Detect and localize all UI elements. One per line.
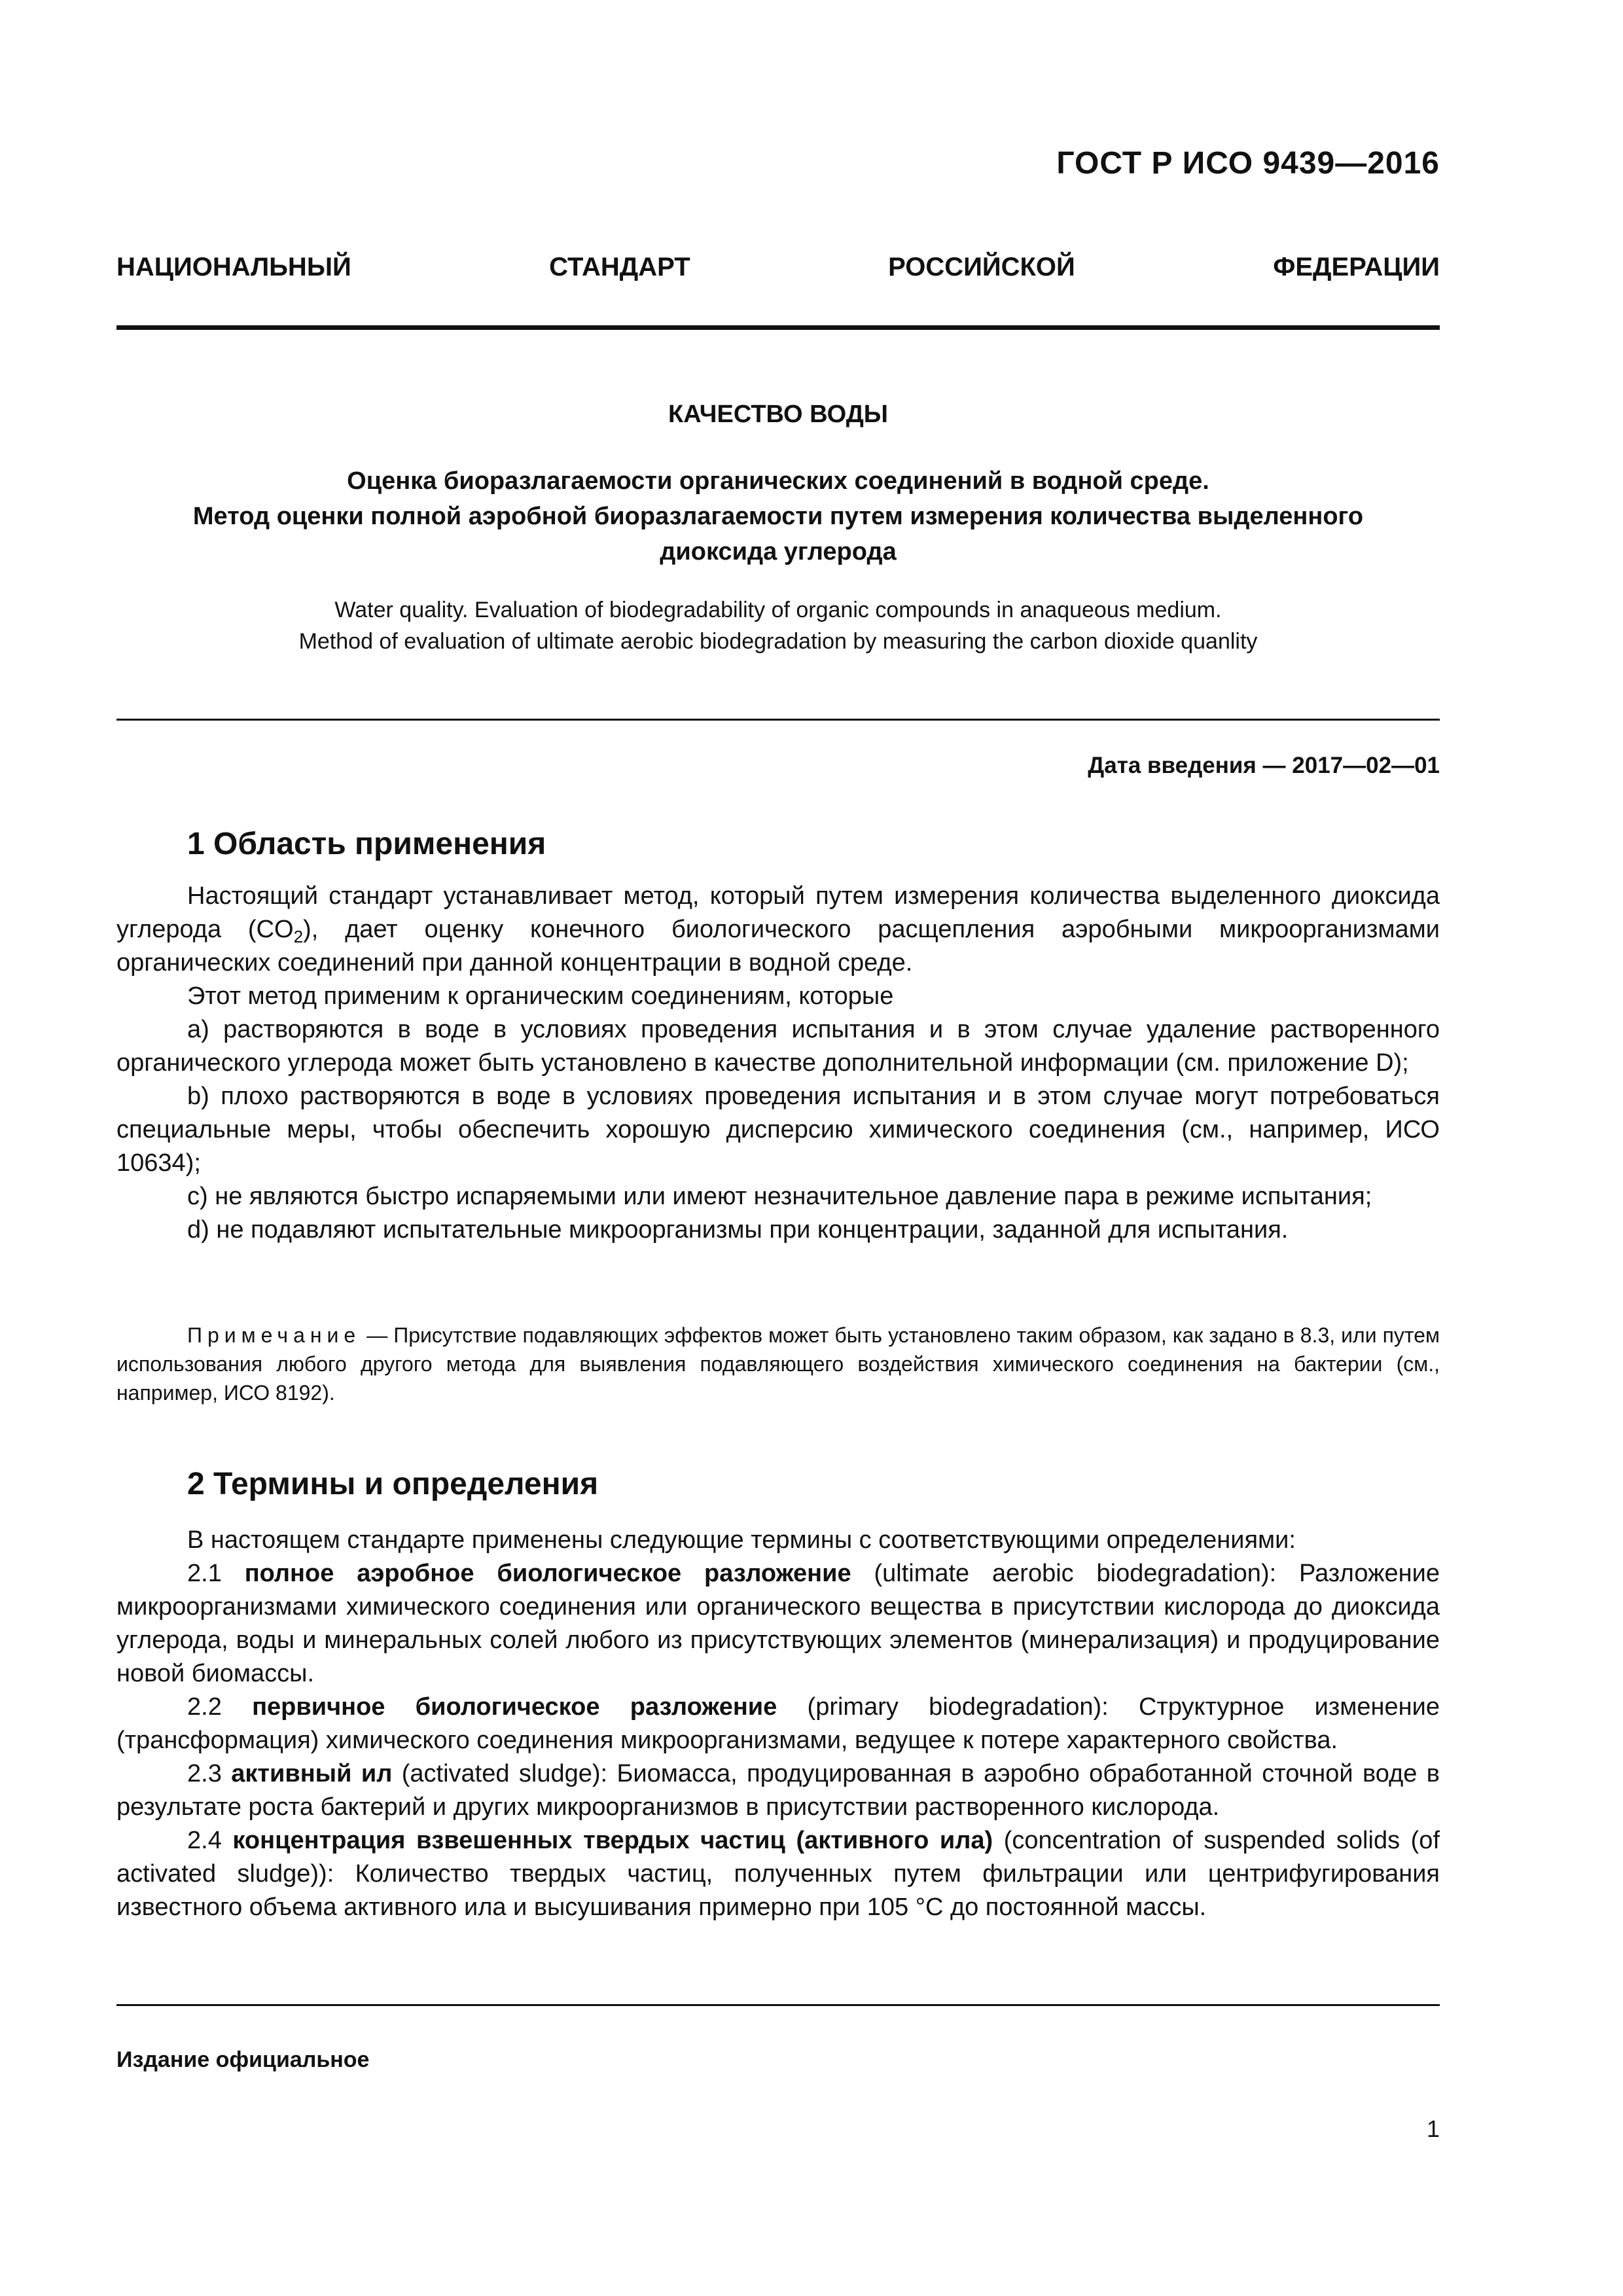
footer-divider bbox=[116, 2004, 1440, 2006]
banner-word: НАЦИОНАЛЬНЫЙ bbox=[116, 253, 351, 281]
document-code: ГОСТ Р ИСО 9439—2016 bbox=[1056, 146, 1440, 181]
official-edition-label: Издание официальное bbox=[116, 2047, 370, 2072]
list-item: a) растворяются в воде в условиях проведения испытания и в этом случае удаление растворенного органического углерода может быть установлено в качестве дополнительной информации (см. приложение D); bbox=[116, 1016, 1440, 1077]
term-definition: 2.3 активный ил (activated sludge): Биомасса, продуцированная в аэробно обработанной сточной воде в результате роста бактерий и других микроорганизмов в присутствии растворенного кислорода. bbox=[116, 1760, 1440, 1821]
document-title: КАЧЕСТВО ВОДЫ bbox=[668, 401, 888, 428]
note-label: Примечание bbox=[187, 1323, 361, 1347]
english-title-line: Water quality. Evaluation of biodegradability of organic compounds in anaqueous medium. bbox=[334, 598, 1222, 622]
section-heading-scope: 1 Область применения bbox=[187, 827, 546, 861]
document-subtitle bbox=[116, 463, 1440, 569]
title-divider bbox=[116, 719, 1440, 721]
english-title bbox=[116, 594, 1440, 657]
subtitle-line: Оценка биоразлагаемости органических соединений в водной среде. bbox=[347, 467, 1209, 495]
page-number: 1 bbox=[1426, 2115, 1440, 2142]
subtitle-line: Метод оценки полной аэробной биоразлагаемости путем измерения количества выделенного bbox=[192, 503, 1364, 530]
term-definition: 2.4 концентрация взвешенных твердых частиц (активного ила) (concentration of suspended solids (of activated sludge)): Количество твердых частиц, полученных путем фильтрации или центрифугирования известного объема активного ила и высушивания примерно при 105 °С до постоянной массы. bbox=[116, 1827, 1440, 1921]
note bbox=[116, 1321, 1440, 1407]
national-standard-banner bbox=[116, 253, 1440, 282]
header-divider bbox=[116, 325, 1440, 330]
section-heading-terms: 2 Термины и определения bbox=[187, 1467, 599, 1501]
english-title-line: Method of evaluation of ultimate aerobic biodegradation by measuring the carbon dioxide quanlity bbox=[298, 629, 1258, 654]
banner-word: СТАНДАРТ bbox=[549, 253, 690, 281]
list-item: c) не являются быстро испаряемыми или имеют незначительное давление пара в режиме испытания; bbox=[187, 1183, 1372, 1210]
subtitle-line: диоксида углерода bbox=[660, 538, 897, 565]
term-definition: 2.2 первичное биологическое разложение (primary biodegradation): Структурное изменение (трансформация) химического соединения микроорганизмами, ведущее к потере характерного свойства. bbox=[116, 1693, 1440, 1754]
introduction-date: Дата введения — 2017—02—01 bbox=[1088, 753, 1440, 778]
paragraph: Настоящий стандарт устанавливает метод, который путем измерения количества выделенного диоксида углерода $(CO_2)$, дает оценку конечного биологического расщепления аэробными микроорганизмами органических соединений при данной концентрации в водной среде. bbox=[116, 882, 1440, 977]
note-text: — Присутствие подавляющих эффектов может быть установлено таким образом, как задано в 8.3, или путем использования любого другого метода для выявления подавляющего воздействия химического соединения на бактерии (см., например, ИСО 8192). bbox=[116, 1323, 1440, 1405]
paragraph: Этот метод применим к органическим соединениям, которые bbox=[187, 982, 894, 1010]
list-item: b) плохо растворяются в воде в условиях проведения испытания и в этом случае могут потребоваться специальные меры, чтобы обеспечить хорошую дисперсию химического соединения (см., например, ИСО 10634); bbox=[116, 1083, 1440, 1177]
banner-word: ФЕДЕРАЦИИ bbox=[1273, 253, 1440, 281]
banner-word: РОССИЙСКОЙ bbox=[888, 253, 1075, 281]
paragraph: В настоящем стандарте применены следующие термины с соответствующими определениями: bbox=[187, 1526, 1296, 1554]
section-terms-body bbox=[116, 1524, 1440, 1924]
list-item: d) не подавляют испытательные микроорганизмы при концентрации, заданной для испытания. bbox=[187, 1216, 1289, 1244]
term-definition: 2.1 полное аэробное биологическое разложение (ultimate aerobic biodegradation): Разложение микроорганизмами химического соединения или органического вещества в присутствии кислорода до диоксида углерода, воды и минеральных солей любого из присутствующих элементов (минерализация) и продуцирование новой биомассы. bbox=[116, 1560, 1440, 1687]
section-scope-body bbox=[116, 880, 1440, 1247]
